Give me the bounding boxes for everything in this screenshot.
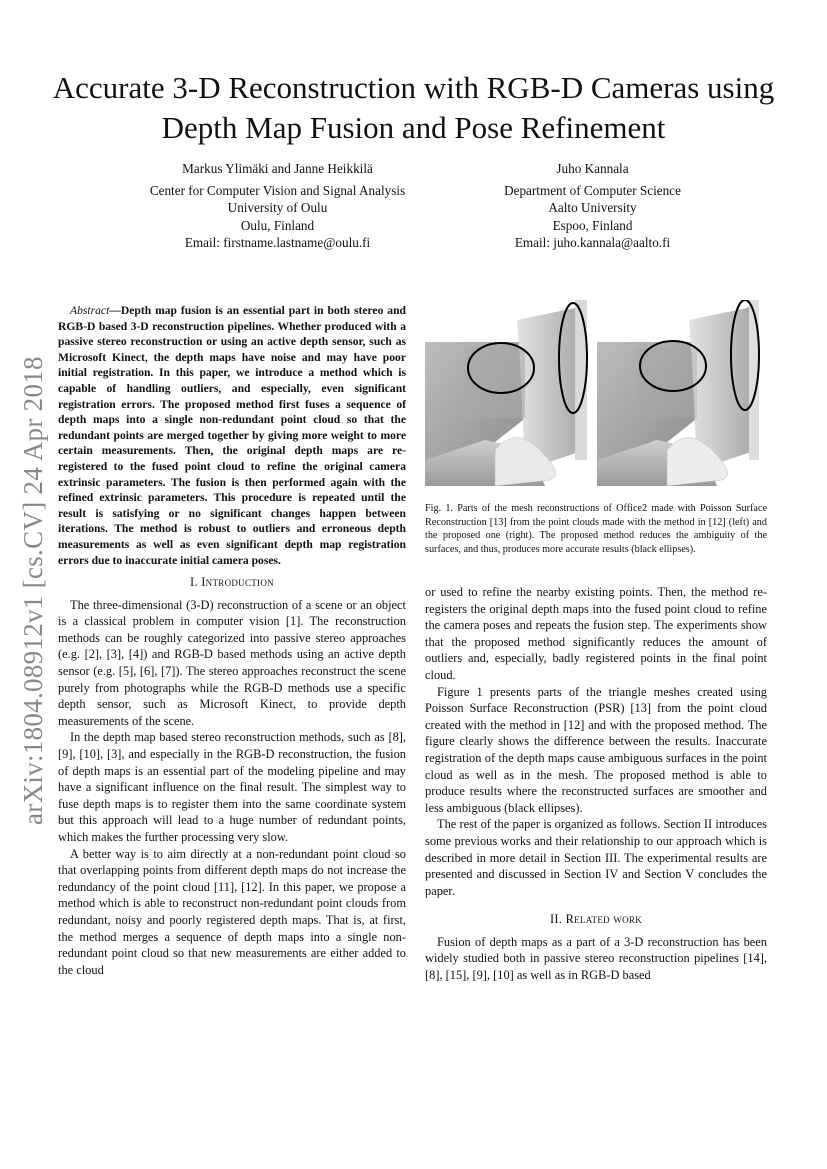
paragraph: or used to refine the nearby existing points. Then, the method re-registers the original depth maps into the fused point cloud to refine the camera poses and repeats the fusion step. The experiments show that the proposed method significantly reduces the amount of outliers and, especially, badly registered points in the final point cloud. xyxy=(425,585,767,682)
paragraph: Fusion of depth maps as a part of a 3-D reconstruction has been widely studied both in passive stereo reconstruction pipelines [14], [8], [15], [9], [10] as well as in RGB-D based xyxy=(425,934,767,983)
author-block-left xyxy=(120,160,435,252)
author-location: Espoo, Finland xyxy=(552,217,633,233)
left-column xyxy=(58,303,406,978)
mesh-right-panel xyxy=(597,300,759,486)
author-names: Markus Ylimäki and Janne Heikkilä xyxy=(182,161,373,176)
paragraph: In the depth map based stereo reconstruction methods, such as [8], [9], [10], [3], and especially in the RGB-D reconstruction, the fusion of depth maps is an essential part of the modeling pipeline and may have a significant influence on the final result. The simplest way to fuse depth maps is to register them into the same coordinate system but this approach will lead to a huge number of redundant points, which makes the further processing very slow. xyxy=(58,730,406,844)
right-column xyxy=(425,584,767,984)
arxiv-stamp: arXiv:1804.08912v1 [cs.CV] 24 Apr 2018 xyxy=(18,356,48,825)
paper-title: Accurate 3-D Reconstruction with RGB-D Cameras using Depth Map Fusion and Pose Refinement xyxy=(52,70,775,145)
abstract-lead: Abstract xyxy=(70,304,110,317)
mesh-reconstruction-image xyxy=(425,300,767,490)
author-email: Email: juho.kannala@aalto.fi xyxy=(514,235,671,250)
author-university: Aalto University xyxy=(548,200,637,215)
author-affiliation: Center for Computer Vision and Signal Analysis xyxy=(149,182,406,198)
section-heading-related-work: II. Related work xyxy=(549,912,643,927)
author-location: Oulu, Finland xyxy=(240,217,315,233)
figure-1 xyxy=(425,300,767,490)
mesh-left-panel xyxy=(425,300,587,486)
abstract xyxy=(58,303,406,568)
figure-1-caption: Fig. 1. Parts of the mesh reconstructions of Office2 made with Poisson Surface Reconstruction [13] from the point clouds made with the method in [12] (left) and the proposed one (right). The proposed method reduces the ambiguity of the surfaces, and thus, produces more accurate results (black ellipses). xyxy=(425,503,767,555)
paragraph: A better way is to aim directly at a non-redundant point cloud so that overlapping points from different depth maps do not increase the redundancy of the point cloud [11], [12]. In this paper, we propose a method which is able to reconstruct non-redundant point clouds from redundant, noisy and poorly registered depth maps. That is, at first, the method merges a sequence of depth maps into a single non-redundant point cloud so that new measurements are either added to the cloud xyxy=(58,846,406,977)
abstract-text: —Depth map fusion is an essential part in both stereo and RGB-D based 3-D reconstruction pipelines. Whether produced with a passive stereo reconstruction or using an active depth sensor, such as Microsoft Kinect, the depth maps have noise and may have poor initial registration. In this paper, we introduce a method which is capable of handling outliers, and especially, even significant registration errors. The proposed method first fuses a sequence of depth maps into a single non-redundant point cloud so that the redundant points are merged together by giving more weight to more certain measurements. Then, the original depth maps are re-registered to the fused point cloud to refine the original camera extrinsic parameters. The fusion is then performed again with the refined extrinsic parameters. This procedure is repeated until the result is satisfying or no significant changes happen between iterations. The method is robust to outliers and erroneous depth measurements as well as even significant depth map registration errors due to inaccurate initial camera poses. xyxy=(58,304,406,567)
author-block-right xyxy=(470,160,715,252)
paragraph: Figure 1 presents parts of the triangle meshes created using Poisson Surface Reconstruction (PSR) [13] from the point cloud created with the method in [12] and with the proposed method. The figure clearly shows the difference between the results. Inaccurate registration of the depth maps cause ambiguous surfaces in the point cloud as well as in the mesh. The proposed method is able to produce results where the reconstructed surfaces are smoother and less ambiguous (black ellipses). xyxy=(425,684,767,815)
section-heading-introduction: I. Introduction xyxy=(190,575,274,590)
paragraph: The rest of the paper is organized as follows. Section II introduces some previous works and their relationship to our approach which is described in more detail in Section III. The experimental results are presented and discussed in Section IV and Section V concludes the paper. xyxy=(425,817,767,898)
paragraph: The three-dimensional (3-D) reconstruction of a scene or an object is a classical problem in computer vision [1]. The reconstruction methods can be roughly categorized into passive stereo approaches (e.g. [2], [3], [4]) and RGB-D based methods using an active depth sensor (e.g. [5], [6], [7]). The stereo approaches reconstruct the scene purely from photographs while the RGB-D methods use a specific depth sensor, such as Microsoft Kinect, to provide depth measurements of the scene. xyxy=(58,597,406,728)
author-email: Email: firstname.lastname@oulu.fi xyxy=(184,235,371,250)
author-names: Juho Kannala xyxy=(556,161,629,176)
author-affiliation: Department of Computer Science xyxy=(504,182,681,198)
author-university: University of Oulu xyxy=(227,200,328,215)
